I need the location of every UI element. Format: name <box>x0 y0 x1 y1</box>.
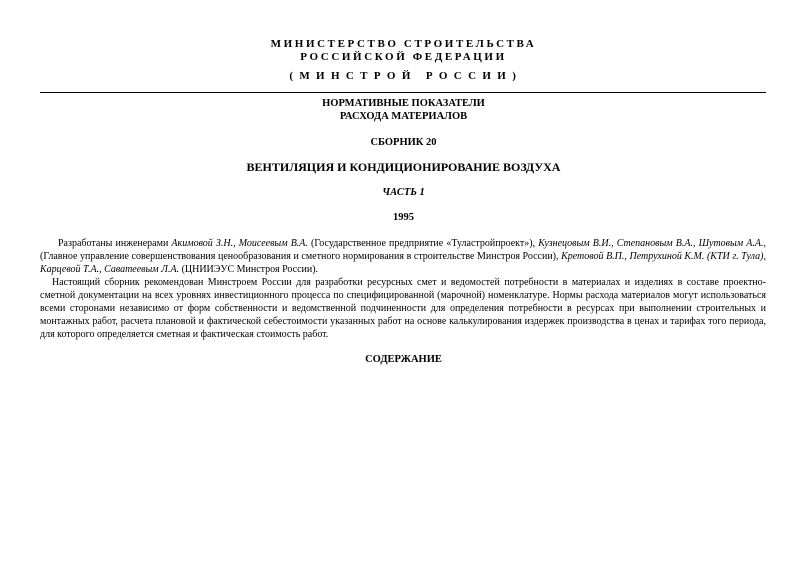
title-line1: НОРМАТИВНЫЕ ПОКАЗАТЕЛИ <box>322 98 485 109</box>
ministry-abbreviation: ( М И Н С Т Р О Й Р О С С И И ) <box>289 70 518 82</box>
collection-number: СБОРНИК 20 <box>370 137 437 148</box>
description-paragraph: Настоящий сборник рекомендован Минстроем России для разработки ресурсных смет и ведомостей потребности в материалах и изделиях в составе проектно-сметной документации на всех уровнях инвестиционного процесса по специфицированной (марочной) номенклатуре. Нормы расхода материалов могут использоваться всеми сторонами независимо от форм собственности и ведомственной подчиненности для определения потребности в ресурсах при выполнении строительных и монтажных работ, расчета плановой и фактической себестоимости указанных работ на основе калькулирования издержек производства в ценах и тарифах того периода, для которого определяется сметная и фактическая стоимость работ. <box>40 277 766 340</box>
header-divider <box>40 92 766 93</box>
contents-heading: СОДЕРЖАНИЕ <box>365 354 442 365</box>
ministry-name-line1: МИНИСТЕРСТВО СТРОИТЕЛЬСТВА <box>270 38 537 50</box>
authors-text-4: (ЦНИИЭУС Минстроя России). <box>179 264 319 275</box>
authors-names-2: Кузнецовым В.И., Степановым В.А., Шутовым А.А. <box>538 238 764 249</box>
title-line2: РАСХОДА МАТЕРИАЛОВ <box>339 111 468 122</box>
document-subject: ВЕНТИЛЯЦИЯ И КОНДИЦИОНИРОВАНИЕ ВОЗДУХА <box>246 160 561 174</box>
authors-names-1: Акимовой З.Н., Моисеевым В.А. <box>171 238 308 249</box>
authors-names-3: Кретовой В.П., Петрухиной К.М. (КТИ г. Тула), Карцевой Т.А., Саватеевым Л.А. <box>40 251 766 275</box>
year-label: 1995 <box>393 212 414 223</box>
authors-paragraph <box>40 237 766 276</box>
part-label: ЧАСТЬ 1 <box>382 187 425 198</box>
authors-text-3: , (Главное управление совершенствования ценообразования и сметного нормирования в строительстве Минстроя России), <box>40 238 766 262</box>
ministry-name-line2: РОССИЙСКОЙ ФЕДЕРАЦИИ <box>300 51 507 63</box>
authors-text-2: (Государственное предприятие «Туластройпроект»), <box>307 238 539 249</box>
authors-text-1: Разработаны инженерами <box>58 238 172 249</box>
